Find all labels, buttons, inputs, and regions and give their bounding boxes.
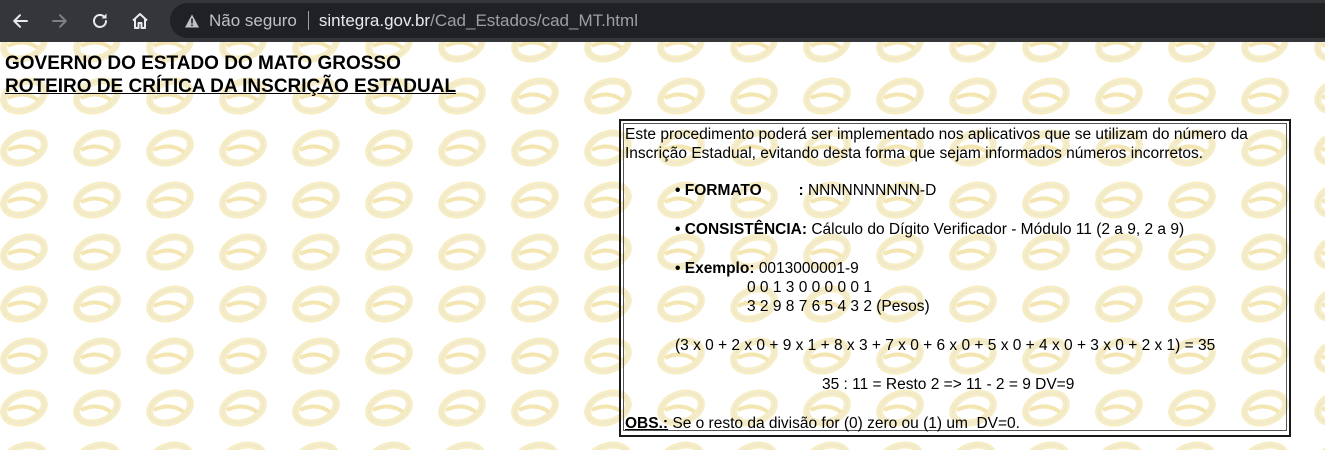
forward-button[interactable] — [45, 6, 75, 36]
consistency-label: • CONSISTÊNCIA: — [675, 221, 808, 238]
example-row — [625, 259, 1286, 278]
url-domain: sintegra.gov.br — [318, 10, 431, 30]
page-subtitle: ROTEIRO DE CRÍTICA DA INSCRIÇÃO ESTADUAL — [5, 76, 457, 97]
home-button[interactable] — [125, 6, 155, 36]
omnibox-divider — [308, 11, 309, 30]
home-icon — [130, 11, 150, 31]
arrow-right-icon — [51, 12, 69, 30]
format-colon: : — [798, 182, 804, 199]
obs-row — [625, 414, 1286, 433]
example-label: • Exemplo: — [675, 260, 755, 277]
consistency-row — [625, 220, 1286, 239]
format-label: • FORMATO — [675, 182, 762, 199]
page-content — [0, 42, 1325, 450]
page-title: GOVERNO DO ESTADO DO MATO GROSSO — [5, 53, 401, 74]
address-bar[interactable] — [170, 3, 1325, 38]
back-button[interactable] — [5, 6, 35, 36]
format-value: NNNNNNNNNN-D — [807, 182, 937, 199]
example-value: 0013000001-9 — [758, 260, 859, 277]
obs-text: Se o resto da divisão for (0) zero ou (1) um DV=0. — [668, 415, 1020, 432]
intro-text: Este procedimento poderá ser implementado nos aplicativos que se utilizam do número da Inscrição Estadual, evitando desta forma que sejam informados números incorretos. — [625, 126, 1248, 162]
warning-icon[interactable] — [184, 13, 200, 29]
example-weights: 3 2 9 8 7 6 5 4 3 2 (Pesos) — [747, 298, 930, 315]
security-status[interactable]: Não seguro — [209, 10, 297, 30]
calc-sum: (3 x 0 + 2 x 0 + 9 x 1 + 8 x 3 + 7 x 0 + 6 x 0 + 5 x 0 + 4 x 0 + 3 x 0 + 2 x 1) = 35 — [675, 337, 1216, 354]
consistency-value: Cálculo do Dígito Verificador - Módulo 11 (2 a 9, 2 a 9) — [811, 221, 1185, 238]
info-box-inner — [623, 123, 1287, 431]
arrow-left-icon — [11, 12, 29, 30]
format-row — [625, 181, 1286, 200]
reload-icon — [90, 11, 110, 31]
calc-result: 35 : 11 = Resto 2 => 11 - 2 = 9 DV=9 — [822, 376, 1075, 393]
browser-toolbar — [0, 0, 1325, 42]
example-digits: 0 0 1 3 0 0 0 0 0 1 — [747, 279, 872, 296]
obs-label: OBS.: — [625, 415, 669, 432]
reload-button[interactable] — [85, 6, 115, 36]
url-path: /Cad_Estados/cad_MT.html — [430, 10, 638, 30]
info-box — [619, 119, 1291, 437]
